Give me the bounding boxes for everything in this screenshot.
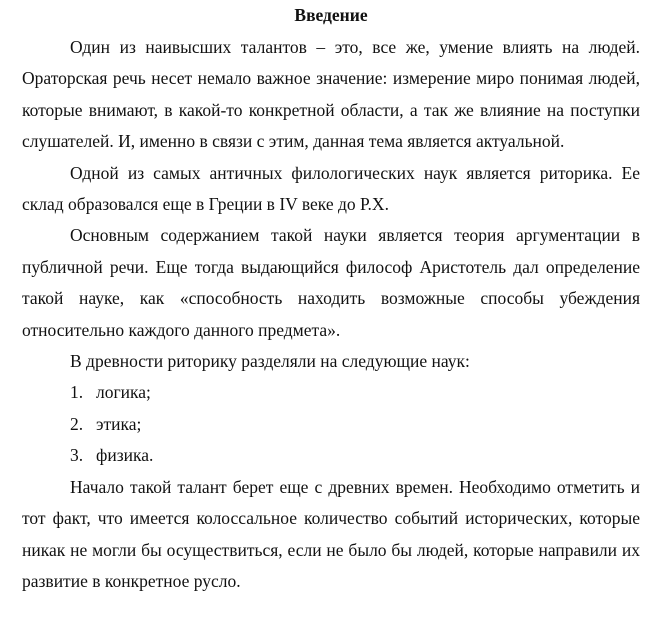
list-item-text: этика; — [96, 413, 142, 434]
list-item — [22, 409, 640, 440]
list-item — [22, 440, 640, 471]
list-item-text: физика. — [96, 445, 154, 466]
numbered-list — [22, 377, 640, 471]
document-page — [22, 4, 640, 597]
paragraph-conclusion: Начало такой талант берет еще с древних времен. Необходимо отметить и тот факт, что имеется колоссальное количество событий исторических, которые никак не могли бы осуществиться, если не было бы людей, которые направили их развитие в конкретное русло. — [22, 476, 640, 591]
document-title: Введение — [294, 5, 368, 25]
paragraph-rhetoric-origin: Одной из самых античных филологических наук является риторика. Ее склад образовался еще в Греции в IV веке до Р.Х. — [22, 162, 640, 215]
list-item-number: 1. — [70, 382, 84, 403]
list-item-text: логика; — [96, 382, 151, 403]
list-item — [22, 377, 640, 408]
list-item-number: 2. — [70, 413, 84, 434]
paragraph-argumentation: Основным содержанием такой науки является теория аргументации в публичной речи. Еще тогда выдающийся философ Аристотель дал определение такой науке, как «способность находить возможные способы убеждения относительно каждого данного предмета». — [22, 225, 640, 340]
paragraph-list-intro: В древности риторику разделяли на следующие наук: — [70, 351, 470, 372]
list-item-number: 3. — [70, 445, 84, 466]
paragraph-intro: Один из наивысших талантов – это, все же, умение влиять на людей. Ораторская речь несет немало важное значение: измерение миро понимая людей, которые внимают, в какой-то конкретной области, а так же влияние на поступки слушателей. И, именно в связи с этим, данная тема является актуальной. — [22, 37, 640, 152]
